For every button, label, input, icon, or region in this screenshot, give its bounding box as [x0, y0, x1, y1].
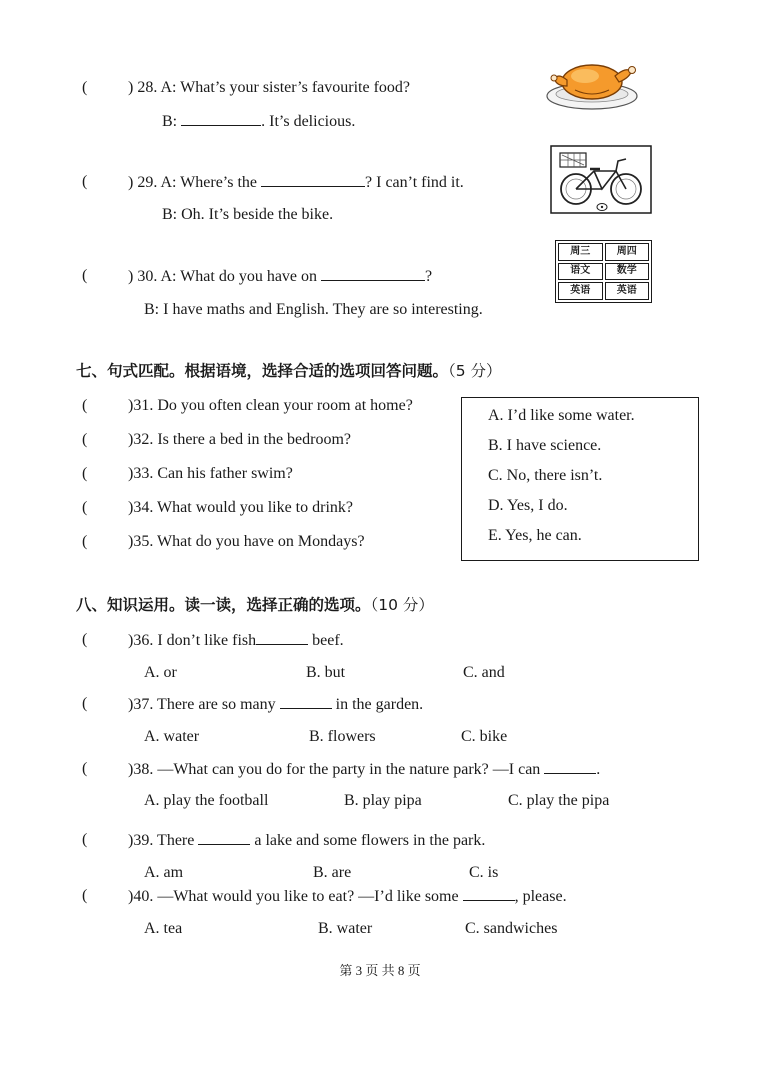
answer-paren-31[interactable]: (: [82, 397, 88, 414]
question-32: )32. Is there a bed in the bedroom?: [128, 431, 352, 448]
question-30-a: ) 30. A: What do you have on ?: [128, 268, 433, 285]
blank-28[interactable]: [181, 111, 261, 126]
answer-option-c: C. No, there isn’t.: [488, 467, 603, 484]
question-34: )34. What would you like to drink?: [128, 499, 353, 516]
blank-38[interactable]: [544, 759, 596, 774]
timetable-cell: 数学: [605, 263, 650, 281]
answer-paren-37[interactable]: (: [82, 695, 88, 712]
option-38-c[interactable]: C. play the pipa: [508, 792, 610, 809]
question-29-a: ) 29. A: Where’s the ? I can’t find it.: [128, 174, 464, 191]
question-33: )33. Can his father swim?: [128, 465, 293, 482]
answer-paren-34[interactable]: (: [82, 499, 88, 516]
option-37-c[interactable]: C. bike: [461, 728, 508, 745]
answer-paren-30[interactable]: (: [82, 267, 88, 284]
question-39: )39. There a lake and some flowers in the park.: [128, 832, 486, 849]
option-40-c[interactable]: C. sandwiches: [465, 920, 558, 937]
timetable-cell: 英语: [558, 282, 603, 300]
section-8-heading: 八、知识运用。读一读，选择正确的选项。（10 分）: [76, 596, 434, 614]
question-28-b: B: . It’s delicious.: [162, 113, 356, 130]
option-36-a[interactable]: A. or: [144, 664, 177, 681]
option-37-a[interactable]: A. water: [144, 728, 200, 745]
option-37-b[interactable]: B. flowers: [309, 728, 376, 745]
question-30-b: B: I have maths and English. They are so interesting.: [144, 301, 483, 318]
option-36-b[interactable]: B. but: [306, 664, 346, 681]
answer-paren-35[interactable]: (: [82, 533, 88, 550]
option-38-b[interactable]: B. play pipa: [344, 792, 422, 809]
option-39-a[interactable]: A. am: [144, 864, 184, 881]
answer-paren-39[interactable]: (: [82, 831, 88, 848]
timetable-cell: 英语: [605, 282, 650, 300]
answer-option-e: E. Yes, he can.: [488, 527, 582, 544]
option-39-b[interactable]: B. are: [313, 864, 352, 881]
question-31: )31. Do you often clean your room at home?: [128, 397, 413, 414]
question-29-b: B: Oh. It’s beside the bike.: [162, 206, 334, 223]
question-40: )40. —What would you like to eat? —I’d like some , please.: [128, 888, 567, 905]
section-7-heading: 七、句式匹配。根据语境，选择合适的选项回答问题。（5 分）: [76, 362, 502, 380]
answer-options-box: [461, 397, 699, 561]
question-28-a: ) 28. A: What’s your sister’s favourite food?: [128, 79, 411, 96]
blank-36[interactable]: [256, 630, 308, 645]
answer-option-a: A. I’d like some water.: [488, 407, 635, 424]
question-36: )36. I don’t like fish beef.: [128, 632, 344, 649]
answer-paren-32[interactable]: (: [82, 431, 88, 448]
question-35: )35. What do you have on Mondays?: [128, 533, 365, 550]
option-40-b[interactable]: B. water: [318, 920, 373, 937]
answer-paren-28[interactable]: (: [82, 79, 88, 96]
timetable-cell: 语文: [558, 263, 603, 281]
roast-chicken-icon: [545, 52, 640, 112]
bicycle-icon: [550, 145, 652, 215]
answer-paren-33[interactable]: (: [82, 465, 88, 482]
answer-paren-36[interactable]: (: [82, 631, 88, 648]
answer-option-b: B. I have science.: [488, 437, 602, 454]
blank-40[interactable]: [463, 886, 515, 901]
option-36-c[interactable]: C. and: [463, 664, 505, 681]
answer-paren-40[interactable]: (: [82, 887, 88, 904]
blank-37[interactable]: [280, 694, 332, 709]
blank-29[interactable]: [261, 172, 365, 187]
blank-39[interactable]: [198, 830, 250, 845]
blank-30[interactable]: [321, 266, 425, 281]
answer-paren-29[interactable]: (: [82, 173, 88, 190]
answer-option-d: D. Yes, I do.: [488, 497, 568, 514]
timetable-cell: 周三: [558, 243, 603, 261]
question-38: )38. —What can you do for the party in the nature park? —I can .: [128, 761, 601, 778]
timetable-icon: [555, 240, 652, 303]
option-39-c[interactable]: C. is: [469, 864, 499, 881]
option-38-a[interactable]: A. play the football: [144, 792, 269, 809]
answer-paren-38[interactable]: (: [82, 760, 88, 777]
question-37: )37. There are so many in the garden.: [128, 696, 424, 713]
timetable-cell: 周四: [605, 243, 650, 261]
option-40-a[interactable]: A. tea: [144, 920, 183, 937]
page-footer: 第 3 页 共 8 页: [339, 963, 421, 978]
